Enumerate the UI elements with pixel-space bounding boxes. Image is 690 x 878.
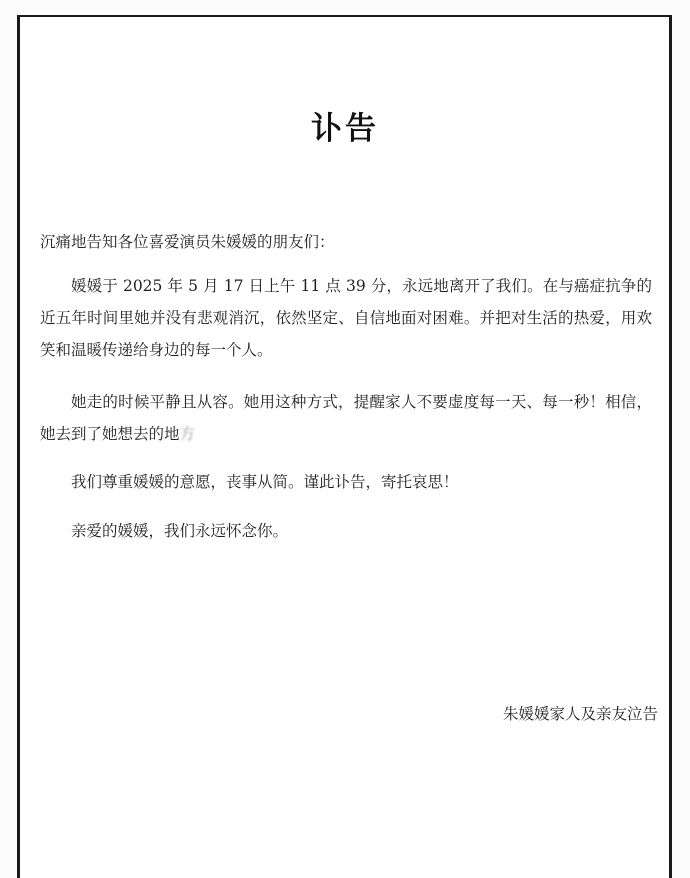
paragraph-1: 媛媛于 2025 年 5 月 17 日上午 11 点 39 分，永远地离开了我们。在与癌症抗争的近五年时间里她并没有悲观消沉，依然坚定、自信地面对困难。并把对生活的热爱，用欢笑和温暖传递给身边的每一个人。	[40, 277, 652, 359]
paragraph-3: 我们尊重媛媛的意愿，丧事从简。谨此讣告，寄托哀思！	[71, 473, 459, 491]
paragraph-4: 亲爱的媛媛，我们永远怀念你。	[71, 522, 289, 540]
paragraph-2-obscured-end: 方	[179, 425, 196, 443]
salutation: 沉痛地告知各位喜爱演员朱媛媛的朋友们：	[40, 233, 335, 251]
signature: 朱媛媛家人及亲友泣告	[502, 705, 658, 723]
paragraph-2	[40, 386, 652, 450]
document-title: 讣告	[311, 111, 379, 147]
paragraph-2-text: 她走的时候平静且从容。她用这种方式，提醒家人不要虚度每一天、每一秒！相信，她去到了她想去的地	[40, 393, 652, 443]
